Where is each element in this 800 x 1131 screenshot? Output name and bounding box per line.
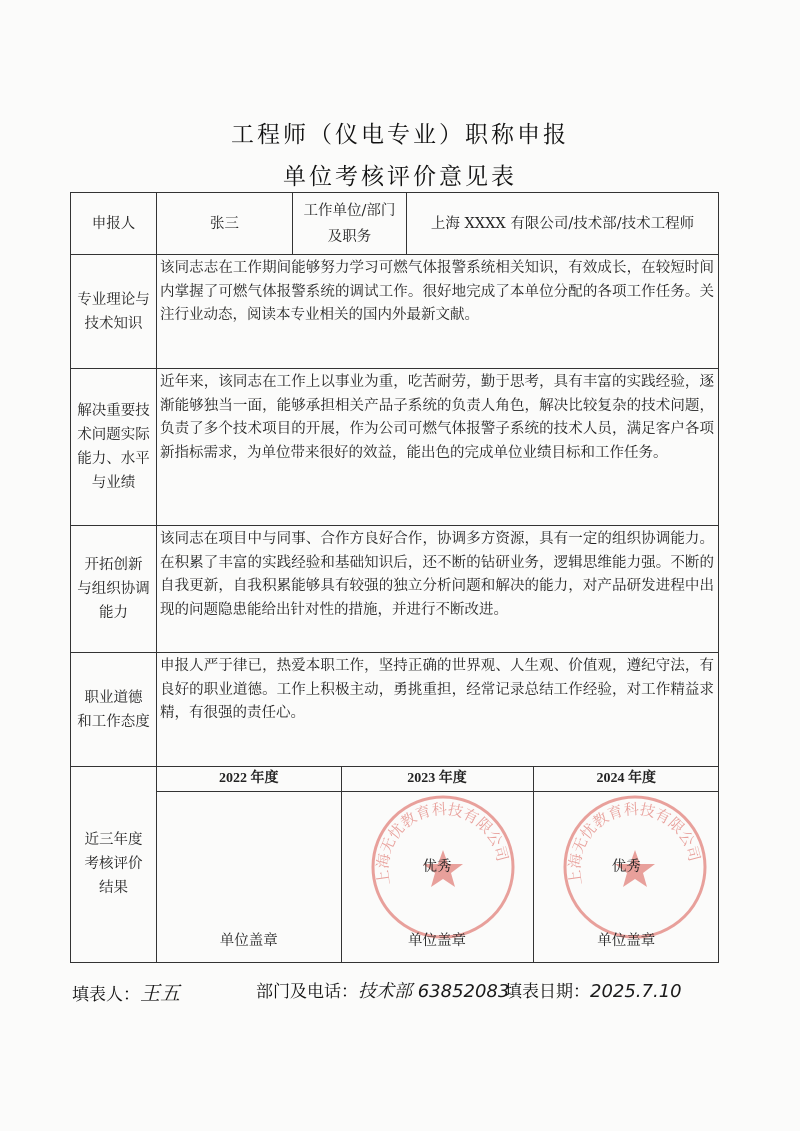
label-line: 开拓创新 [84,557,143,573]
unit-label [293,193,407,255]
assessment-result: 优秀 [422,858,452,875]
unit-label-line1: 工作单位/部门 [303,202,396,219]
assessment-grid [157,767,719,963]
label-line: 与业绩 [91,475,136,491]
label-line: 能力 [99,605,128,621]
filler-signature: 王五 [140,981,180,1005]
page-subtitle: 单位考核评价意见表 [283,164,517,190]
applicant-name: 张三 [157,193,293,255]
seal-label: 单位盖章 [408,933,466,949]
label-line: 能力、水平 [77,451,150,467]
label-line: 术问题实际 [77,427,150,443]
assessment-result: 优秀 [611,858,641,875]
filler-label: 填表人： [72,985,140,1005]
dept-field [256,977,509,1003]
dept-handwritten: 技术部 63852083 [358,981,510,1002]
year-cell-2022 [157,791,341,962]
seal-label: 单位盖章 [219,933,278,949]
date-label: 填表日期： [505,982,590,1002]
label-line: 职业道德 [84,689,143,706]
label-line: 与组织协调 [77,581,150,597]
year-cell-2023 [341,791,533,962]
page-title: 工程师（仪电专业）职称申报 [231,122,569,148]
seal-label: 单位盖章 [597,933,656,949]
section-text-innovation: 该同志在项目中与同事、合作方良好合作，协调多方资源，具有一定的组织协调能力。在积累了丰富的实践经验和基础知识后，还不断的钻研业务，逻辑思维能力强。不断的自我更新，自我积累能够具有较强的独立分析问题和解决的能力，对产品研发进程中出现的问题隐患能给出针对性的措施，并进行不断改进。 [157,526,719,653]
section-label-theory [71,255,157,369]
year-header: 2024 年度 [533,767,719,791]
section-text-problem-solving: 近年来，该同志在工作上以事业为重，吃苦耐劳，勤于思考，具有丰富的实践经验，逐渐能够独当一面，能够承担相关产品子系统的负责人角色，解决比较复杂的技术问题，负责了多个技术项目的开展，作为公司可燃气体报警子系统的技术人员，满足客户各项新指标需求，为单位带来很好的效益，能出色的完成单位业绩目标和工作任务。 [157,369,719,526]
svg-text:上海无忧教育科技有限公司: 上海无忧教育科技有限公司 [373,799,512,886]
label-line: 专业理论与 [77,291,150,308]
section-text-ethics: 申报人严于律已，热爱本职工作，坚持正确的世界观、人生观、价值观，遵纪守法，有良好的职业道德。工作上积极主动，勇挑重担，经常记录总结工作经验，对工作精益求精，有很强的责任心。 [157,653,719,767]
date-field [505,977,682,1002]
section-label-ethics [71,653,157,767]
year-header: 2022 年度 [157,767,341,791]
label-line: 考核评价 [84,856,143,873]
date-handwritten: 2025.7.10 [590,981,682,1002]
label-line: 技术知识 [84,315,143,332]
year-cell-2024 [533,791,719,962]
label-line: 结果 [99,880,128,897]
applicant-label: 申报人 [71,193,157,255]
year-header: 2023 年度 [341,767,533,791]
label-line: 解决重要技 [77,403,150,419]
filler-field [72,977,180,1006]
label-line: 近三年度 [84,832,143,849]
unit-label-line2: 及职务 [327,228,372,245]
section-label-innovation [71,526,157,653]
dept-label: 部门及电话： [256,982,358,1002]
section-label-problem-solving [71,369,157,526]
assessment-form [70,192,719,963]
assessment-label [71,767,157,963]
unit-value: 上海 XXXX 有限公司/技术部/技术工程师 [407,193,719,255]
svg-text:上海无忧教育科技有限公司: 上海无忧教育科技有限公司 [565,799,704,886]
section-text-theory: 该同志志在工作期间能够努力学习可燃气体报警系统相关知识，有效成长，在较短时间内掌握了可燃气体报警系统的调试工作。很好地完成了本单位分配的各项工作任务。关注行业动态，阅读本专业相关的国内外最新文献。 [157,255,719,369]
label-line: 和工作态度 [77,713,150,730]
